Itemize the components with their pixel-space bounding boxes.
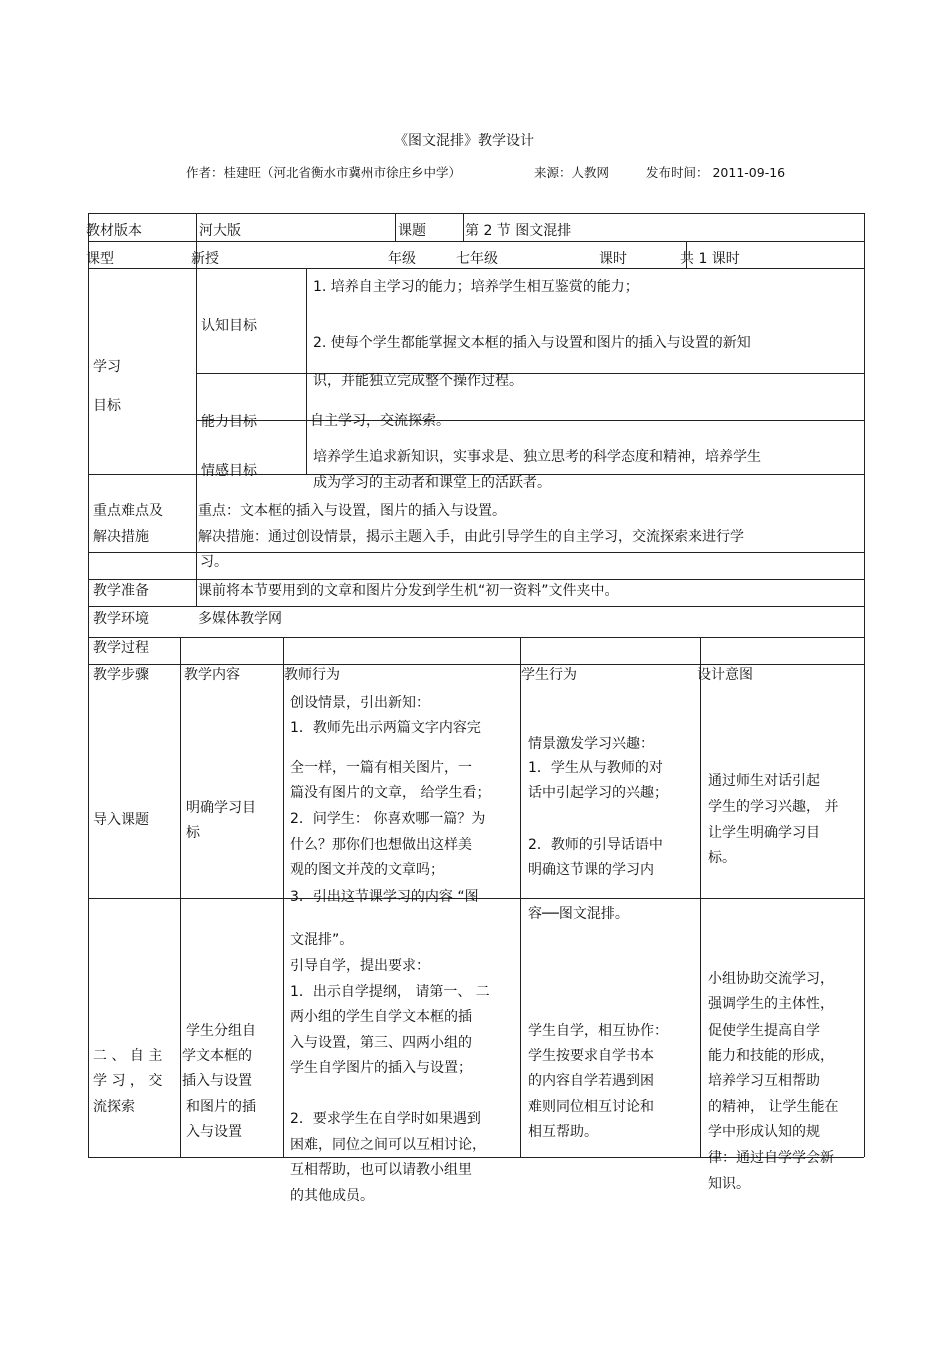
row2-student-line: 的内容自学若遇到困 [528,1073,654,1089]
grade-label: 年级 [388,251,416,267]
cognitive-goal-text: 识，并能独立完成整个操作过程。 [313,373,523,389]
table-divider [88,268,864,269]
grade-value: 七年级 [456,251,498,267]
ability-goal-label: 能力目标 [201,414,257,430]
row1-teacher-line: 1．教师先出示两篇文字内容完 [290,720,481,736]
table-divider [463,213,464,241]
row2-teacher-line: 2．要求学生在自学时如果遇到 [290,1111,481,1127]
row2-step-line: 流探索 [93,1099,135,1115]
row1-teacher-line: 观的图文并茂的文章吗； [290,862,444,878]
row2-content-line: 学文本框的 [182,1048,252,1064]
table-border-top [88,213,864,214]
row2-teacher-line: 互相帮助，也可以请教小组里 [290,1162,472,1178]
row2-student-line: 相互帮助。 [528,1124,598,1140]
keypoints-text: 解决措施：通过创设情景，揭示主题入手，由此引导学生的自主学习，交流探索来进行学 [198,529,744,545]
edition-label: 教材版本 [86,223,142,239]
table-divider [196,268,197,606]
table-divider [395,213,396,241]
row2-student-line: 学生按要求自学书本 [528,1048,654,1064]
row2-intent-line: 能力和技能的形成， [708,1048,834,1064]
process-label: 教学过程 [93,640,149,656]
row1-student-line: 情景激发学习兴趣： [528,736,654,752]
row1-teacher-line: 什么？那你们也想做出这样美 [290,837,472,853]
table-divider [283,637,284,1157]
hours-value: 共 1 课时 [680,251,740,267]
table-border-right [864,213,865,1157]
env-label: 教学环境 [93,611,149,627]
col-header-teacher: 教师行为 [284,667,340,683]
row1-teacher-line: 全一样，一篇有相关图片，一 [290,760,472,776]
row2-teacher-line: 两小组的学生自学文本框的插 [290,1009,472,1025]
row2-intent-line: 律：通过自学学会新 [708,1150,834,1166]
goals-label: 学习 [93,359,121,375]
table-divider [180,637,181,1157]
row1-teacher-line: 创设情景，引出新知： [290,695,430,711]
hours-label: 课时 [599,251,627,267]
author-line: 作者：桂建旺（河北省衡水市冀州市徐庄乡中学） [186,165,462,180]
row1-intent-line: 让学生明确学习目 [708,825,820,841]
row1-teacher-line: 2．问学生： 你喜欢哪一篇？为 [290,811,486,827]
row1-content-line: 明确学习目 [186,800,256,816]
col-header-intent: 设计意图 [697,667,753,683]
keypoints-label: 解决措施 [93,529,149,545]
row1-step: 导入课题 [93,812,149,828]
cognitive-goal-text: 2. 使每个学生都能掌握文本框的插入与设置和图片的插入与设置的新知 [313,335,751,351]
env-text: 多媒体教学网 [198,611,282,627]
keypoints-text: 重点：文本框的插入与设置，图片的插入与设置。 [198,503,506,519]
row2-content-line: 和图片的插 [186,1099,256,1115]
row1-student-line: 话中引起学习的兴趣； [528,785,668,801]
table-border-left [88,213,89,1157]
row1-teacher-line: 篇没有图片的文章， 给学生看； [290,785,491,801]
source-line: 来源：人教网 [534,165,610,180]
row2-teacher-line: 学生自学图片的插入与设置； [290,1060,472,1076]
row2-teacher-line: 引导自学，提出要求： [290,958,430,974]
type-label: 课型 [86,251,114,267]
row1-student-line: 明确这节课的学习内 [528,862,654,878]
topic-value: 第 2 节 图文混排 [465,223,572,239]
keypoints-text: 习。 [200,554,228,570]
table-divider [196,420,864,421]
row1-content-line: 标 [186,825,200,841]
row1-intent-line: 通过师生对话引起 [708,773,820,789]
col-header-student: 学生行为 [521,667,577,683]
emotion-goal-text: 成为学习的主动者和课堂上的活跃者。 [313,475,551,491]
row2-intent-line: 知识。 [708,1176,750,1192]
cognitive-goal-label: 认知目标 [201,318,257,334]
row1-student-line: 容──图文混排。 [528,906,629,922]
col-header-content: 教学内容 [184,667,240,683]
row2-content-line: 插入与设置 [182,1073,252,1089]
row2-intent-line: 小组协助交流学习， [708,971,834,987]
row1-student-line: 1．学生从与教师的对 [528,760,663,776]
topic-label: 课题 [398,223,426,239]
row2-intent-line: 学中形成认知的规 [708,1124,820,1140]
row2-intent-line: 培养学习互相帮助 [708,1073,820,1089]
row2-intent-line: 的精神， 让学生能在 [708,1099,839,1115]
emotion-goal-label: 情感目标 [201,463,257,479]
table-divider [88,241,864,242]
table-divider [306,268,307,474]
keypoints-label: 重点难点及 [93,503,163,519]
row1-teacher-line: 3．引出这节课学习的内容 “图 [290,889,479,905]
row2-intent-line: 促使学生提高自学 [708,1023,820,1039]
row1-intent-line: 学生的学习兴趣， 并 [708,799,839,815]
row2-student-line: 学生自学，相互协作： [528,1023,668,1039]
prep-text: 课前将本节要用到的文章和图片分发到学生机“初一资料”文件夹中。 [198,583,619,599]
cognitive-goal-text: 1. 培养自主学习的能力；培养学生相互鉴赏的能力； [313,279,639,295]
row2-step-line: 学 习 ， 交 [93,1073,163,1089]
table-divider [520,637,521,1157]
row1-student-line: 2．教师的引导话语中 [528,837,663,853]
prep-label: 教学准备 [93,583,149,599]
emotion-goal-text: 培养学生追求新知识，实事求是、独立思考的科学态度和精神，培养学生 [313,449,761,465]
row2-intent-line: 强调学生的主体性， [708,996,834,1012]
ability-goal-text: 自主学习，交流探索。 [310,413,450,429]
row2-teacher-line: 入与设置，第三、四两小组的 [290,1035,472,1051]
table-divider [700,637,701,1157]
table-divider [88,637,864,638]
row2-content-line: 入与设置 [186,1124,242,1140]
col-header-step: 教学步骤 [93,667,149,683]
table-divider [88,606,864,607]
row2-teacher-line: 1．出示自学提纲， 请第一、 二 [290,984,490,1000]
row2-teacher-line: 困难，同位之间可以互相讨论， [290,1137,486,1153]
publish-date: 发布时间： 2011-09-16 [646,165,786,180]
type-value: 新授 [191,251,219,267]
row2-teacher-line: 的其他成员。 [290,1188,374,1204]
document-title: 《图文混排》教学设计 [394,133,534,149]
goals-label: 目标 [93,398,121,414]
edition-value: 河大版 [199,223,241,239]
row2-step-line: 二 、 自 主 [93,1048,163,1064]
row1-teacher-line: 文混排”。 [290,932,354,948]
row2-student-line: 难则同位相互讨论和 [528,1099,654,1115]
row2-content-line: 学生分组自 [186,1023,256,1039]
row1-intent-line: 标。 [708,850,736,866]
table-divider [196,373,864,374]
